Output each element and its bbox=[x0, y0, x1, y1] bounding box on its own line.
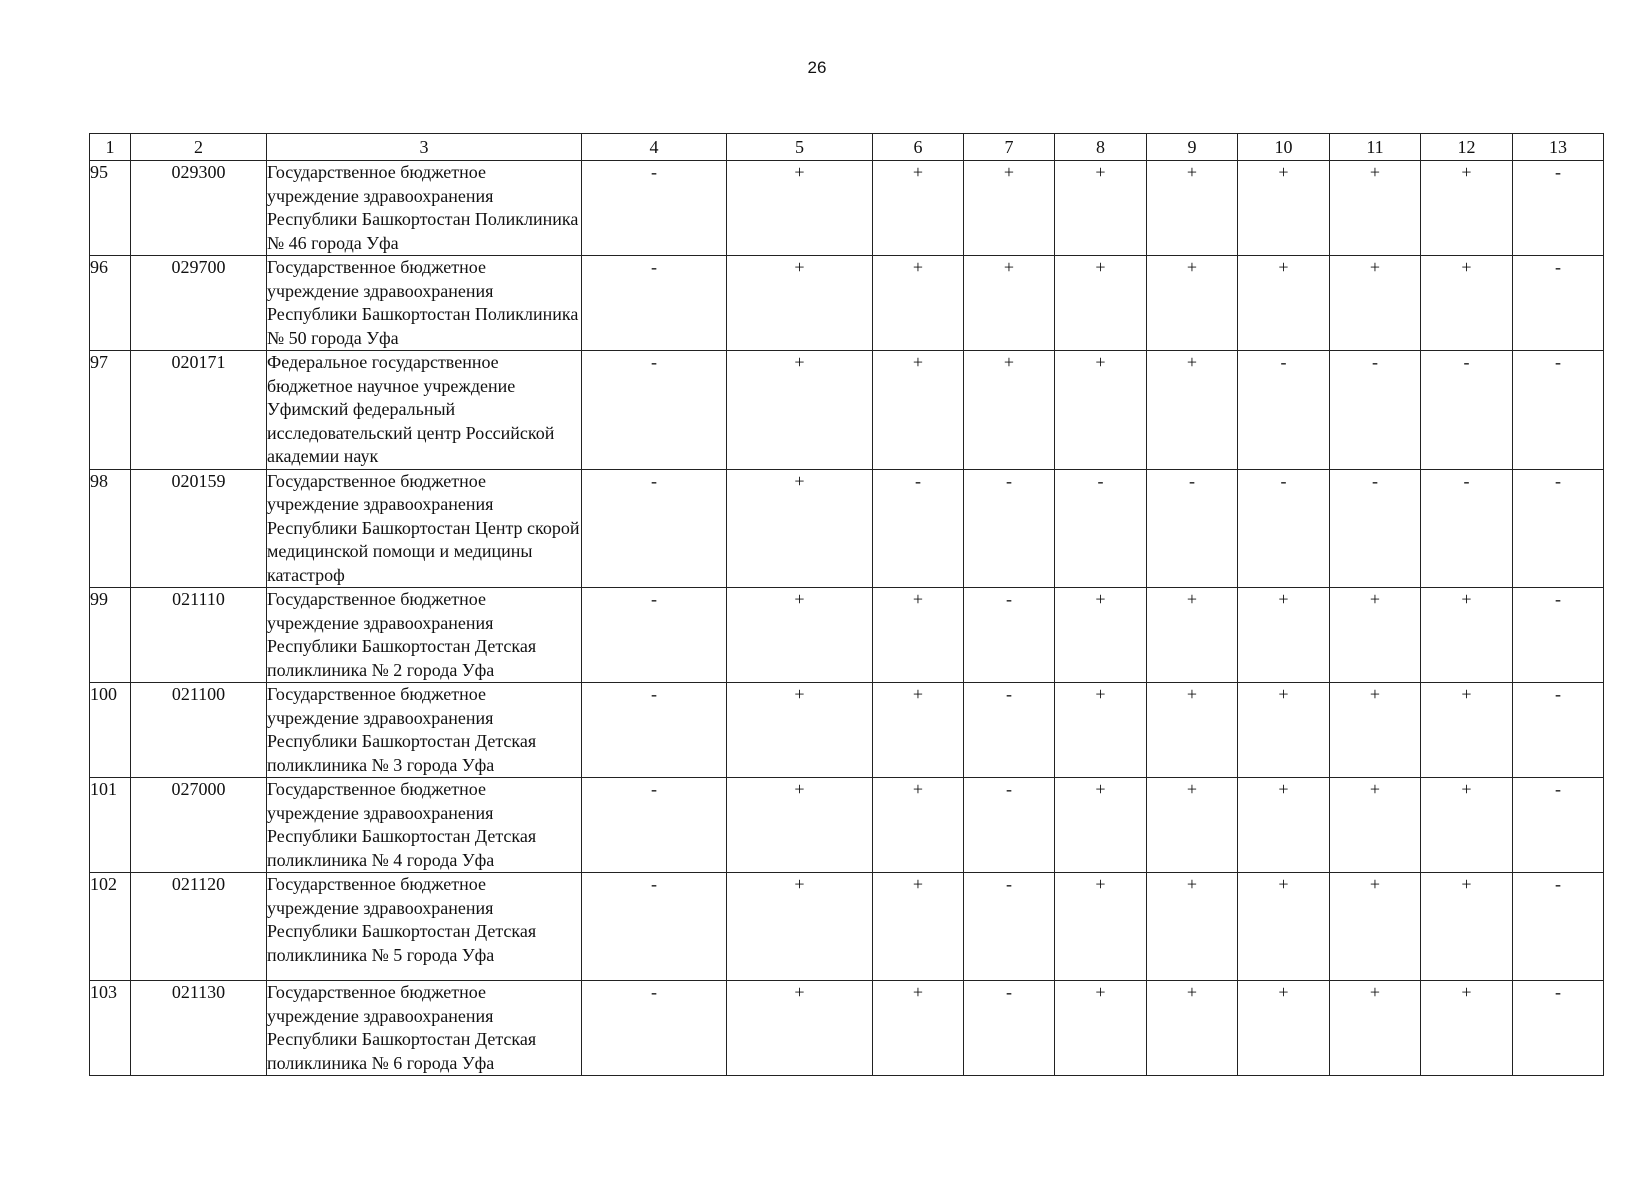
mark-cell: - bbox=[1513, 683, 1604, 778]
mark-cell: + bbox=[1330, 683, 1421, 778]
mark-cell: + bbox=[1147, 256, 1238, 351]
mark-cell: + bbox=[1421, 778, 1513, 873]
mark-cell: + bbox=[1238, 588, 1330, 683]
row-number: 101 bbox=[90, 778, 131, 873]
mark-cell: + bbox=[1421, 588, 1513, 683]
table-row bbox=[90, 778, 1604, 873]
institutions-table bbox=[89, 133, 1604, 1076]
mark-cell: + bbox=[873, 778, 964, 873]
row-number: 97 bbox=[90, 351, 131, 470]
mark-cell: - bbox=[1513, 873, 1604, 981]
mark-cell: + bbox=[1330, 873, 1421, 981]
institution-name: Государственное бюджетное учреждение здравоохранения Республики Башкортостан Поликлиника № 50 города Уфа bbox=[267, 256, 582, 351]
mark-cell: + bbox=[1330, 981, 1421, 1076]
mark-cell: - bbox=[582, 981, 727, 1076]
mark-cell: - bbox=[582, 588, 727, 683]
mark-cell: + bbox=[1055, 778, 1147, 873]
table-row bbox=[90, 256, 1604, 351]
column-header: 6 bbox=[873, 134, 964, 161]
mark-cell: + bbox=[1147, 351, 1238, 470]
mark-cell: + bbox=[1055, 683, 1147, 778]
mark-cell: + bbox=[1238, 981, 1330, 1076]
mark-cell: - bbox=[1055, 469, 1147, 588]
mark-cell: + bbox=[1055, 588, 1147, 683]
mark-cell: + bbox=[1147, 778, 1238, 873]
mark-cell: - bbox=[582, 873, 727, 981]
institution-name: Государственное бюджетное учреждение здравоохранения Республики Башкортостан Детская поликлиника № 2 города Уфа bbox=[267, 588, 582, 683]
mark-cell: + bbox=[964, 256, 1055, 351]
table-row bbox=[90, 981, 1604, 1076]
mark-cell: + bbox=[727, 588, 873, 683]
mark-cell: - bbox=[1513, 778, 1604, 873]
mark-cell: + bbox=[873, 256, 964, 351]
mark-cell: + bbox=[1055, 351, 1147, 470]
mark-cell: - bbox=[1513, 981, 1604, 1076]
mark-cell: - bbox=[964, 588, 1055, 683]
mark-cell: + bbox=[727, 161, 873, 256]
mark-cell: - bbox=[1238, 351, 1330, 470]
mark-cell: + bbox=[727, 873, 873, 981]
institution-name: Государственное бюджетное учреждение здравоохранения Республики Башкортостан Поликлиника № 46 города Уфа bbox=[267, 161, 582, 256]
mark-cell: + bbox=[1421, 161, 1513, 256]
institution-name: Государственное бюджетное учреждение здравоохранения Республики Башкортостан Детская поликлиника № 3 города Уфа bbox=[267, 683, 582, 778]
table-row bbox=[90, 683, 1604, 778]
row-number: 96 bbox=[90, 256, 131, 351]
column-header: 4 bbox=[582, 134, 727, 161]
page-number: 26 bbox=[807, 58, 827, 77]
mark-cell: - bbox=[1330, 469, 1421, 588]
mark-cell: + bbox=[1147, 683, 1238, 778]
institution-code: 021130 bbox=[131, 981, 267, 1076]
mark-cell: + bbox=[1147, 873, 1238, 981]
mark-cell: - bbox=[1421, 351, 1513, 470]
mark-cell: + bbox=[727, 981, 873, 1076]
institution-name: Федеральное государственное бюджетное научное учреждение Уфимский федеральный исследовательский центр Российской академии наук bbox=[267, 351, 582, 470]
column-header: 8 bbox=[1055, 134, 1147, 161]
header-row bbox=[90, 134, 1604, 161]
institution-code: 020159 bbox=[131, 469, 267, 588]
mark-cell: - bbox=[964, 469, 1055, 588]
mark-cell: + bbox=[873, 873, 964, 981]
mark-cell: - bbox=[582, 778, 727, 873]
mark-cell: - bbox=[1513, 161, 1604, 256]
mark-cell: + bbox=[1055, 981, 1147, 1076]
mark-cell: + bbox=[873, 588, 964, 683]
institution-name: Государственное бюджетное учреждение здравоохранения Республики Башкортостан Детская поликлиника № 5 города Уфа bbox=[267, 873, 582, 981]
mark-cell: + bbox=[1421, 981, 1513, 1076]
column-header: 3 bbox=[267, 134, 582, 161]
column-header: 11 bbox=[1330, 134, 1421, 161]
mark-cell: + bbox=[1330, 778, 1421, 873]
institution-code: 021100 bbox=[131, 683, 267, 778]
mark-cell: + bbox=[1330, 161, 1421, 256]
mark-cell: + bbox=[873, 161, 964, 256]
column-header: 9 bbox=[1147, 134, 1238, 161]
institution-code: 020171 bbox=[131, 351, 267, 470]
column-header: 13 bbox=[1513, 134, 1604, 161]
mark-cell: + bbox=[727, 683, 873, 778]
mark-cell: - bbox=[964, 683, 1055, 778]
institution-code: 021110 bbox=[131, 588, 267, 683]
mark-cell: + bbox=[1055, 256, 1147, 351]
mark-cell: + bbox=[873, 351, 964, 470]
mark-cell: + bbox=[1055, 873, 1147, 981]
mark-cell: - bbox=[582, 161, 727, 256]
table-row bbox=[90, 873, 1604, 981]
table-row bbox=[90, 161, 1604, 256]
mark-cell: + bbox=[727, 256, 873, 351]
column-header: 10 bbox=[1238, 134, 1330, 161]
row-number: 100 bbox=[90, 683, 131, 778]
column-header: 2 bbox=[131, 134, 267, 161]
mark-cell: - bbox=[1513, 469, 1604, 588]
mark-cell: + bbox=[1147, 588, 1238, 683]
table-row bbox=[90, 351, 1604, 470]
mark-cell: + bbox=[964, 161, 1055, 256]
mark-cell: + bbox=[727, 351, 873, 470]
mark-cell: + bbox=[1238, 873, 1330, 981]
mark-cell: + bbox=[964, 351, 1055, 470]
mark-cell: - bbox=[1421, 469, 1513, 588]
row-number: 99 bbox=[90, 588, 131, 683]
mark-cell: - bbox=[1330, 351, 1421, 470]
mark-cell: + bbox=[1330, 588, 1421, 683]
row-number: 103 bbox=[90, 981, 131, 1076]
mark-cell: + bbox=[1330, 256, 1421, 351]
mark-cell: + bbox=[873, 683, 964, 778]
column-header: 12 bbox=[1421, 134, 1513, 161]
mark-cell: - bbox=[964, 873, 1055, 981]
mark-cell: - bbox=[582, 256, 727, 351]
mark-cell: - bbox=[1513, 351, 1604, 470]
row-number: 95 bbox=[90, 161, 131, 256]
row-number: 102 bbox=[90, 873, 131, 981]
mark-cell: - bbox=[1147, 469, 1238, 588]
mark-cell: - bbox=[964, 981, 1055, 1076]
mark-cell: + bbox=[1421, 683, 1513, 778]
mark-cell: + bbox=[1238, 161, 1330, 256]
mark-cell: + bbox=[1421, 256, 1513, 351]
column-header: 1 bbox=[90, 134, 131, 161]
mark-cell: - bbox=[582, 683, 727, 778]
mark-cell: + bbox=[727, 778, 873, 873]
mark-cell: + bbox=[1055, 161, 1147, 256]
mark-cell: - bbox=[582, 469, 727, 588]
mark-cell: + bbox=[1147, 981, 1238, 1076]
institution-name: Государственное бюджетное учреждение здравоохранения Республики Башкортостан Центр скорой медицинской помощи и медицины катастроф bbox=[267, 469, 582, 588]
table-row bbox=[90, 588, 1604, 683]
mark-cell: - bbox=[1513, 256, 1604, 351]
mark-cell: - bbox=[1513, 588, 1604, 683]
mark-cell: + bbox=[873, 981, 964, 1076]
institution-code: 021120 bbox=[131, 873, 267, 981]
mark-cell: - bbox=[582, 351, 727, 470]
column-header: 5 bbox=[727, 134, 873, 161]
mark-cell: - bbox=[1238, 469, 1330, 588]
mark-cell: + bbox=[1421, 873, 1513, 981]
mark-cell: + bbox=[1238, 683, 1330, 778]
institution-code: 027000 bbox=[131, 778, 267, 873]
column-header: 7 bbox=[964, 134, 1055, 161]
mark-cell: - bbox=[873, 469, 964, 588]
row-number: 98 bbox=[90, 469, 131, 588]
institution-name: Государственное бюджетное учреждение здравоохранения Республики Башкортостан Детская поликлиника № 4 города Уфа bbox=[267, 778, 582, 873]
mark-cell: + bbox=[1147, 161, 1238, 256]
mark-cell: + bbox=[727, 469, 873, 588]
mark-cell: + bbox=[1238, 778, 1330, 873]
institution-code: 029300 bbox=[131, 161, 267, 256]
mark-cell: + bbox=[1238, 256, 1330, 351]
mark-cell: - bbox=[964, 778, 1055, 873]
table-row bbox=[90, 469, 1604, 588]
institution-name: Государственное бюджетное учреждение здравоохранения Республики Башкортостан Детская поликлиника № 6 города Уфа bbox=[267, 981, 582, 1076]
institution-code: 029700 bbox=[131, 256, 267, 351]
